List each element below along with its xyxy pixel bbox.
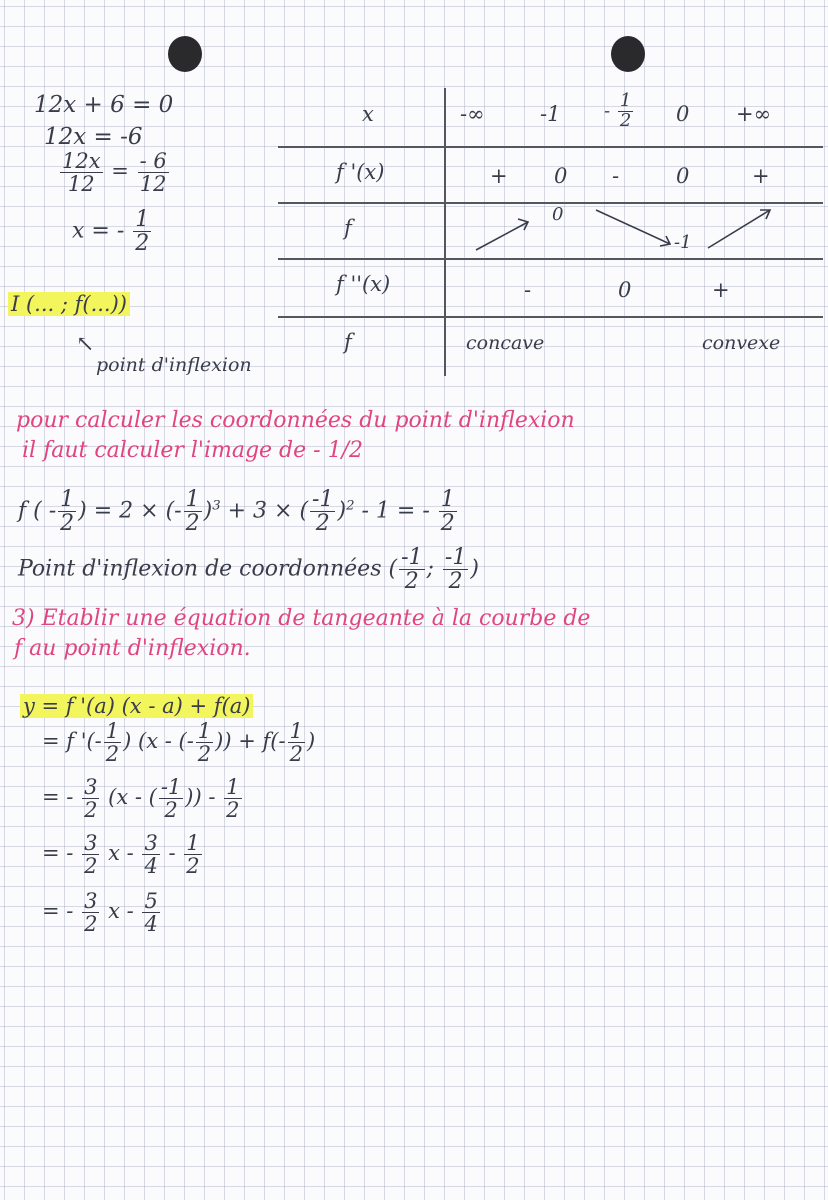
frac-num: - 6 — [139, 149, 167, 173]
frac-den: 2 — [448, 569, 463, 595]
frac-den: 2 — [619, 109, 632, 131]
inflexion-caption: point d'inflexion — [96, 354, 252, 376]
func-name: f — [18, 498, 27, 524]
text-part: = - — [42, 785, 74, 810]
arrow-icon: ↖ — [76, 332, 95, 357]
inflexion-label — [8, 292, 130, 316]
inflexion-highlight: I (... ; f(...)) — [8, 292, 130, 316]
text-part: ) — [306, 729, 316, 754]
fprime-sign: + — [752, 164, 770, 188]
frac-den: 2 — [289, 742, 303, 767]
row-label-x: x — [362, 102, 374, 126]
fprime-zero: 0 — [676, 164, 690, 188]
f-min-value: -1 — [674, 232, 692, 253]
formula-highlight: y = f '(a) (x - a) + f(a) — [20, 694, 253, 718]
text-part: x - — [108, 841, 134, 866]
tangent-line-5 — [42, 890, 162, 935]
tangent-line-3 — [42, 776, 244, 821]
tangent-formula — [20, 694, 253, 718]
fsecond-sign: + — [712, 278, 730, 302]
calc-part-1: = 2 × — [93, 498, 159, 524]
frac-num: 3 — [84, 775, 98, 799]
x-value-pos-infinity: +∞ — [736, 102, 772, 126]
frac-num: -1 — [401, 545, 423, 570]
frac-den: 4 — [144, 912, 158, 937]
arrow-increasing — [476, 222, 528, 250]
fprime-sign: - — [612, 164, 620, 188]
exponent: 2 — [346, 498, 355, 514]
text-part: ) (x - (- — [123, 729, 194, 754]
x-value-neg-infinity: -∞ — [460, 102, 485, 126]
fprime-sign: + — [490, 164, 508, 188]
concavity-concave: concave — [466, 332, 545, 354]
binder-hole-right — [611, 36, 645, 72]
frac-num: 1 — [186, 831, 200, 855]
frac-num: 5 — [144, 889, 158, 913]
equation-line-2: 12x = -6 — [44, 124, 143, 150]
tangent-line-2 — [42, 720, 315, 765]
binder-hole-left — [168, 36, 202, 72]
frac-num: 12x — [62, 149, 101, 173]
tangent-line-4 — [42, 832, 204, 877]
text-part: x - — [108, 899, 134, 924]
equation-line-4 — [72, 208, 153, 255]
frac-num: 3 — [144, 831, 158, 855]
tangent-title-line-2: f au point d'inflexion. — [14, 636, 251, 661]
arrow-decreasing — [596, 210, 670, 244]
row-label-fprime: f '(x) — [336, 160, 385, 184]
frac-den: 2 — [105, 742, 120, 767]
text-part: = f '(- — [42, 729, 102, 754]
arrow-increasing — [708, 210, 770, 248]
text-part: - — [168, 841, 176, 866]
exponent: 3 — [212, 498, 221, 514]
frac-den: 2 — [440, 511, 455, 537]
row-label-f-concavity: f — [344, 330, 352, 354]
row-label-f: f — [344, 216, 352, 240]
variation-table — [278, 88, 823, 376]
frac-den: 2 — [404, 569, 419, 595]
frac-den: 2 — [186, 854, 200, 879]
concavity-convexe: convexe — [702, 332, 781, 354]
x-value-neg-one: -1 — [540, 102, 561, 126]
instruction-line-1: pour calculer les coordonnées du point d'inflexion — [16, 408, 575, 433]
frac-num: 1 — [226, 775, 240, 799]
frac-num: -1 — [444, 545, 467, 570]
instruction-line-2: il faut calculer l'image de - 1/2 — [22, 438, 363, 463]
equation-line-1: 12x + 6 = 0 — [34, 92, 174, 118]
frac-num: 1 — [440, 487, 455, 512]
frac-den: 2 — [135, 231, 150, 257]
x-eq-prefix: x = - — [72, 218, 125, 244]
frac-den: 4 — [144, 854, 158, 879]
frac-den: 2 — [84, 912, 98, 937]
frac-num: -1 — [312, 487, 334, 512]
frac-den: 2 — [197, 742, 212, 767]
frac-num: 1 — [619, 90, 632, 111]
fsecond-sign: - — [524, 278, 532, 302]
calc-part-3: - 1 = - — [361, 498, 430, 524]
frac-den: 2 — [84, 854, 98, 879]
frac-num: 1 — [185, 487, 200, 512]
frac-den: 2 — [60, 511, 75, 537]
frac-num: 1 — [289, 719, 303, 743]
row-label-fsecond: f ''(x) — [336, 272, 391, 296]
frac-num: -1 — [160, 775, 182, 799]
frac-num: 3 — [84, 889, 98, 913]
frac-den: 12 — [67, 172, 95, 197]
frac-den: 2 — [226, 798, 240, 823]
frac-den: 2 — [185, 511, 200, 537]
fsecond-zero: 0 — [618, 278, 632, 302]
image-calculation: f ( - $\frac{1}{2}$ ) = 2 × (- $\frac{1}{2}$ )$^3$ + 3 × ( $\frac{-1}{2}$ )$^2$ - 1 = - $\frac{1}{2}$ — [18, 487, 455, 537]
equals-sign: = — [111, 159, 129, 184]
frac-num: 1 — [135, 207, 150, 232]
calc-part-2: + 3 × — [227, 498, 293, 524]
frac-den: 2 — [84, 798, 98, 823]
frac-num: 1 — [197, 719, 212, 743]
text-part: )) - — [185, 785, 216, 810]
frac-num: 3 — [84, 831, 98, 855]
frac-num: 1 — [60, 487, 75, 512]
text-part: = - — [42, 899, 74, 924]
tangent-title-line-1: 3) Etablir une équation de tangeante à la courbe de — [12, 606, 591, 631]
f-max-value: 0 — [552, 204, 564, 225]
frac-num: 1 — [105, 719, 120, 743]
equation-line-3 — [58, 150, 171, 195]
fprime-zero: 0 — [554, 164, 568, 188]
point-text: Point d'inflexion de coordonnées — [18, 556, 382, 582]
frac-den: 2 — [315, 511, 330, 537]
text-part: )) + f(- — [215, 729, 286, 754]
frac-den: 12 — [139, 172, 167, 197]
x-value-zero: 0 — [676, 102, 690, 126]
neg-sign: - — [604, 100, 611, 122]
text-part: = - — [42, 841, 74, 866]
frac-den: 2 — [164, 798, 178, 823]
inflexion-point-coordinates: Point d'inflexion de coordonnées ( $\frac{-1}{2}$ ; $\frac{-1}{2}$ ) — [18, 545, 479, 595]
text-part: (x - ( — [108, 785, 157, 810]
